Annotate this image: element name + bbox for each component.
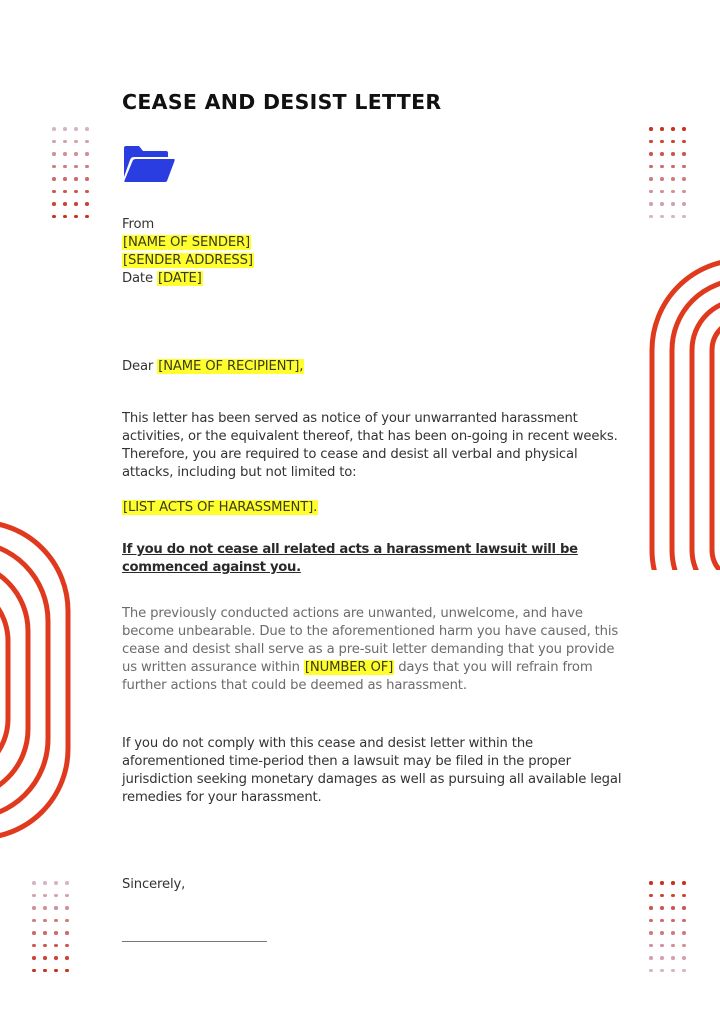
decorative-dot — [63, 152, 67, 156]
decorative-dot — [74, 140, 78, 144]
decorative-dot — [43, 894, 47, 898]
decorative-dot — [671, 165, 675, 169]
decorative-dot — [660, 177, 664, 181]
decorative-dot — [649, 969, 653, 973]
decorative-dot — [85, 177, 89, 181]
decorative-dot — [52, 140, 56, 144]
decorative-dot — [65, 906, 69, 910]
decorative-dot — [32, 931, 36, 935]
lawsuit-warning: If you do not cease all related acts a harassment lawsuit will be commenced against you. — [122, 542, 578, 575]
decorative-dot — [52, 177, 56, 181]
decorative-dot — [660, 152, 664, 156]
decorative-dot — [85, 152, 89, 156]
decorative-dot — [649, 140, 653, 144]
decorative-dot — [682, 919, 686, 923]
decorative-dot — [74, 177, 78, 181]
dot-grid-top-left — [51, 126, 90, 219]
decorative-dot — [649, 152, 653, 156]
decorative-dot — [54, 919, 58, 923]
date-placeholder[interactable]: [DATE] — [157, 271, 202, 286]
decorative-dot — [74, 127, 78, 131]
decorative-dot — [32, 944, 36, 948]
decorative-dot — [43, 969, 47, 973]
decorative-dot — [649, 177, 653, 181]
decorative-dot — [671, 215, 675, 219]
dot-grid-bottom-right — [648, 880, 687, 973]
decorative-dot — [682, 140, 686, 144]
decorative-dot — [52, 190, 56, 194]
decorative-dot — [52, 127, 56, 131]
sender-address-line — [122, 252, 254, 270]
decorative-dot — [682, 906, 686, 910]
decorative-dot — [65, 894, 69, 898]
decorative-dot — [660, 215, 664, 219]
decorative-dot — [671, 906, 675, 910]
decorative-dot — [671, 202, 675, 206]
decorative-dot — [74, 190, 78, 194]
decorative-dot — [52, 152, 56, 156]
decorative-dot — [649, 944, 653, 948]
decorative-dot — [682, 127, 686, 131]
decorative-dot — [671, 190, 675, 194]
decorative-dot — [65, 919, 69, 923]
decorative-dot — [682, 956, 686, 960]
decorative-dot — [63, 165, 67, 169]
decorative-dot — [63, 190, 67, 194]
decorative-dot — [74, 202, 78, 206]
decorative-dot — [32, 906, 36, 910]
decorative-dot — [682, 894, 686, 898]
decorative-dot — [682, 177, 686, 181]
decorative-dot — [682, 215, 686, 219]
decorative-dot — [660, 190, 664, 194]
decorative-dot — [671, 881, 675, 885]
decorative-dot — [660, 956, 664, 960]
date-label: Date — [122, 271, 153, 286]
decorative-dot — [54, 906, 58, 910]
decorative-dot — [52, 165, 56, 169]
decorative-dot — [649, 894, 653, 898]
decorative-dot — [660, 931, 664, 935]
decorative-dot — [74, 165, 78, 169]
decorative-dot — [660, 140, 664, 144]
decorative-dot — [74, 152, 78, 156]
number-of-days-placeholder[interactable]: [NUMBER OF] — [304, 660, 394, 675]
decorative-dot — [682, 881, 686, 885]
paragraph-notice: This letter has been served as notice of your unwarranted harassment activities, or the equivalent thereof, that has been on-going in recent weeks. Therefore, you are required to cease and desist all verbal and physical attacks, including but not limited to: — [122, 411, 618, 480]
decorative-dot — [660, 906, 664, 910]
decorative-dot — [43, 906, 47, 910]
decorative-dot — [671, 944, 675, 948]
recipient-placeholder[interactable]: [NAME OF RECIPIENT], — [158, 359, 304, 374]
paragraph-consequences: If you do not comply with this cease and desist letter within the aforementioned time-period then a lawsuit may be filed in the proper jurisdiction seeking monetary damages as well as pursuing all available legal remedies for your harassment. — [122, 736, 622, 805]
decorative-dot — [52, 202, 56, 206]
salutation: Dear — [122, 359, 154, 374]
paragraph-demand — [122, 605, 622, 695]
decorative-dot — [54, 969, 58, 973]
decorative-dot — [54, 944, 58, 948]
decorative-dot — [682, 969, 686, 973]
decorative-dot — [671, 127, 675, 131]
decorative-dot — [52, 215, 56, 219]
decorative-dot — [65, 881, 69, 885]
decorative-dot — [682, 931, 686, 935]
decorative-dot — [671, 969, 675, 973]
dot-grid-top-right — [648, 126, 687, 219]
decorative-dot — [32, 956, 36, 960]
decorative-dot — [660, 202, 664, 206]
decorative-dot — [649, 127, 653, 131]
decorative-dot — [65, 931, 69, 935]
signature-line[interactable] — [122, 941, 267, 942]
decorative-dot — [649, 906, 653, 910]
decorative-dot — [649, 190, 653, 194]
decorative-dot — [660, 127, 664, 131]
decorative-dot — [43, 931, 47, 935]
decorative-dot — [682, 165, 686, 169]
sender-address-placeholder[interactable]: [SENDER ADDRESS] — [123, 253, 253, 268]
decorative-dot — [682, 202, 686, 206]
from-label: From — [122, 217, 155, 232]
decorative-dot — [43, 944, 47, 948]
decorative-dot — [649, 202, 653, 206]
folder-open-icon — [122, 144, 176, 184]
decorative-dot — [649, 956, 653, 960]
decorative-dot — [65, 969, 69, 973]
decorative-dot — [32, 894, 36, 898]
decorative-dot — [671, 931, 675, 935]
decorative-dot — [660, 881, 664, 885]
decorative-dot — [43, 881, 47, 885]
decorative-dot — [649, 931, 653, 935]
paragraph-demand-part2: days that you will refrain from further actions that could be deemed as harassment. — [122, 660, 593, 693]
decorative-dot — [85, 215, 89, 219]
decorative-dot — [85, 140, 89, 144]
decorative-dot — [63, 177, 67, 181]
decorative-dot — [649, 919, 653, 923]
decorative-dot — [660, 969, 664, 973]
arcs-left-decoration — [0, 515, 80, 845]
closing: Sincerely, — [122, 877, 186, 892]
decorative-dot — [85, 202, 89, 206]
decorative-dot — [660, 894, 664, 898]
decorative-dot — [671, 919, 675, 923]
decorative-dot — [671, 140, 675, 144]
decorative-dot — [671, 177, 675, 181]
decorative-dot — [682, 190, 686, 194]
decorative-dot — [54, 881, 58, 885]
decorative-dot — [671, 956, 675, 960]
decorative-dot — [660, 944, 664, 948]
decorative-dot — [54, 894, 58, 898]
decorative-dot — [32, 919, 36, 923]
sender-name-line — [122, 234, 251, 252]
decorative-dot — [63, 215, 67, 219]
sender-name-placeholder[interactable]: [NAME OF SENDER] — [123, 235, 251, 250]
decorative-dot — [671, 894, 675, 898]
decorative-dot — [660, 165, 664, 169]
decorative-dot — [85, 127, 89, 131]
salutation-line — [122, 358, 304, 376]
decorative-dot — [63, 140, 67, 144]
decorative-dot — [63, 127, 67, 131]
decorative-dot — [32, 881, 36, 885]
decorative-dot — [649, 215, 653, 219]
harassment-list-line — [122, 499, 318, 517]
decorative-dot — [43, 919, 47, 923]
decorative-dot — [54, 956, 58, 960]
dot-grid-bottom-left — [31, 880, 70, 973]
decorative-dot — [682, 944, 686, 948]
decorative-dot — [32, 969, 36, 973]
decorative-dot — [74, 215, 78, 219]
decorative-dot — [65, 956, 69, 960]
date-line — [122, 270, 203, 288]
decorative-dot — [43, 956, 47, 960]
decorative-dot — [649, 165, 653, 169]
decorative-dot — [671, 152, 675, 156]
arcs-right-decoration — [640, 250, 720, 570]
document-title: CEASE AND DESIST LETTER — [122, 90, 442, 114]
harassment-list-placeholder[interactable]: [LIST ACTS OF HARASSMENT]. — [123, 500, 318, 515]
decorative-dot — [54, 931, 58, 935]
decorative-dot — [682, 152, 686, 156]
decorative-dot — [85, 190, 89, 194]
decorative-dot — [660, 919, 664, 923]
paragraph-demand-part1: The previously conducted actions are unwanted, unwelcome, and have become unbearable. Due to the aforementioned harm you have caused, this cease and desist shall serve as a pre-suit letter demanding that you provide us written assurance within — [122, 606, 619, 675]
decorative-dot — [65, 944, 69, 948]
decorative-dot — [85, 165, 89, 169]
decorative-dot — [649, 881, 653, 885]
decorative-dot — [63, 202, 67, 206]
